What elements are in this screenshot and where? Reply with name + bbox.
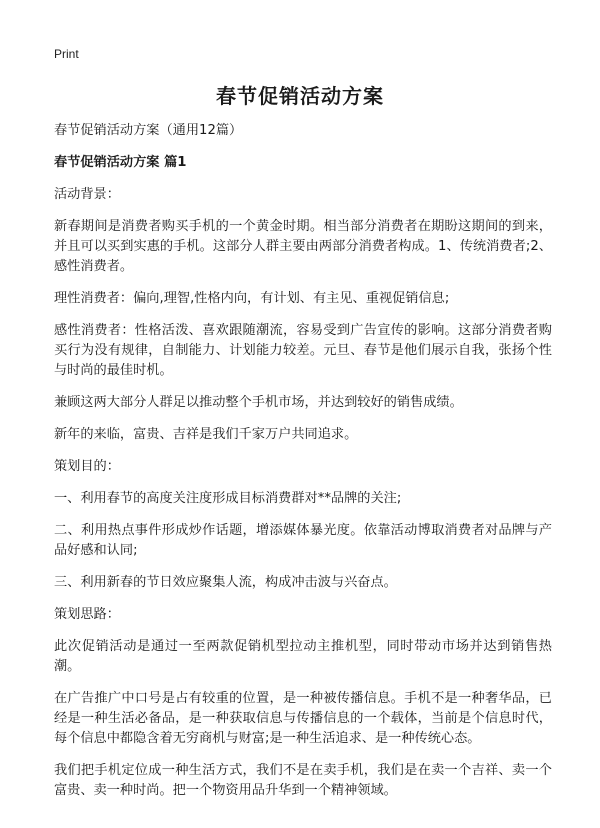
- paragraph-ideas-2: 在广告推广中口号是占有较重的位置，是一种被传播信息。手机不是一种奢华品，已经是一种生活必备品，是一种获取信息与传播信息的一个载体，当前是个信息时代，每个信息中都隐含着无穷商机与财富;是一种生活追求、是一种传统心态。: [54, 691, 552, 746]
- paragraph-new-year: 新年的来临，富贵、吉祥是我们千家万户共同追求。: [54, 427, 358, 442]
- paragraph-background-label: 活动背景：: [54, 187, 120, 202]
- paragraph-ideas-1: 此次促销活动是通过一至两款促销机型拉动主推机型，同时带动市场并达到销售热潮。: [54, 639, 552, 674]
- paragraph-market: 兼顾这两大部分人群足以推动整个手机市场，并达到较好的销售成绩。: [54, 395, 463, 410]
- paragraph-ideas-3: 我们把手机定位成一种生活方式，我们不是在卖手机，我们是在卖一个吉祥、卖一个富贵、卖一种时尚。把一个物资用品升华到一个精神领域。: [54, 763, 552, 798]
- paragraph-purpose-label: 策划目的：: [54, 459, 120, 474]
- document-title: 春节促销活动方案: [216, 84, 384, 108]
- paragraph-purpose-3: 三、利用新春的节日效应聚集人流，构成冲击波与兴奋点。: [54, 575, 397, 590]
- section-heading: 春节促销活动方案 篇1: [54, 155, 187, 170]
- paragraph-ideas-label: 策划思路：: [54, 607, 120, 622]
- paragraph-background: 新春期间是消费者购买手机的一个黄金时期。相当部分消费者在期盼这期间的到来，并且可以买到实惠的手机。这部分人群主要由两部分消费者构成。1、传统消费者;2、感性消费者。: [54, 219, 552, 274]
- paragraph-purpose-1: 一、利用春节的高度关注度形成目标消费群对**品牌的关注;: [54, 491, 402, 506]
- print-label[interactable]: Print: [54, 47, 79, 61]
- paragraph-emotional-consumers: 感性消费者：性格活泼、喜欢跟随潮流，容易受到广告宣传的影响。这部分消费者购买行为没有规律，自制能力、计划能力较差。元旦、春节是他们展示自我，张扬个性与时尚的最佳时机。: [54, 323, 552, 378]
- paragraph-purpose-2: 二、利用热点事件形成炒作话题，增添媒体暴光度。依靠活动博取消费者对品牌与产品好感和认同;: [54, 523, 552, 558]
- paragraph-rational-consumers: 理性消费者：偏向,理智,性格内向，有计划、有主见、重视促销信息;: [54, 291, 450, 306]
- document-body: [54, 121, 552, 813]
- document-subtitle: 春节促销活动方案（通用12篇）: [54, 123, 243, 138]
